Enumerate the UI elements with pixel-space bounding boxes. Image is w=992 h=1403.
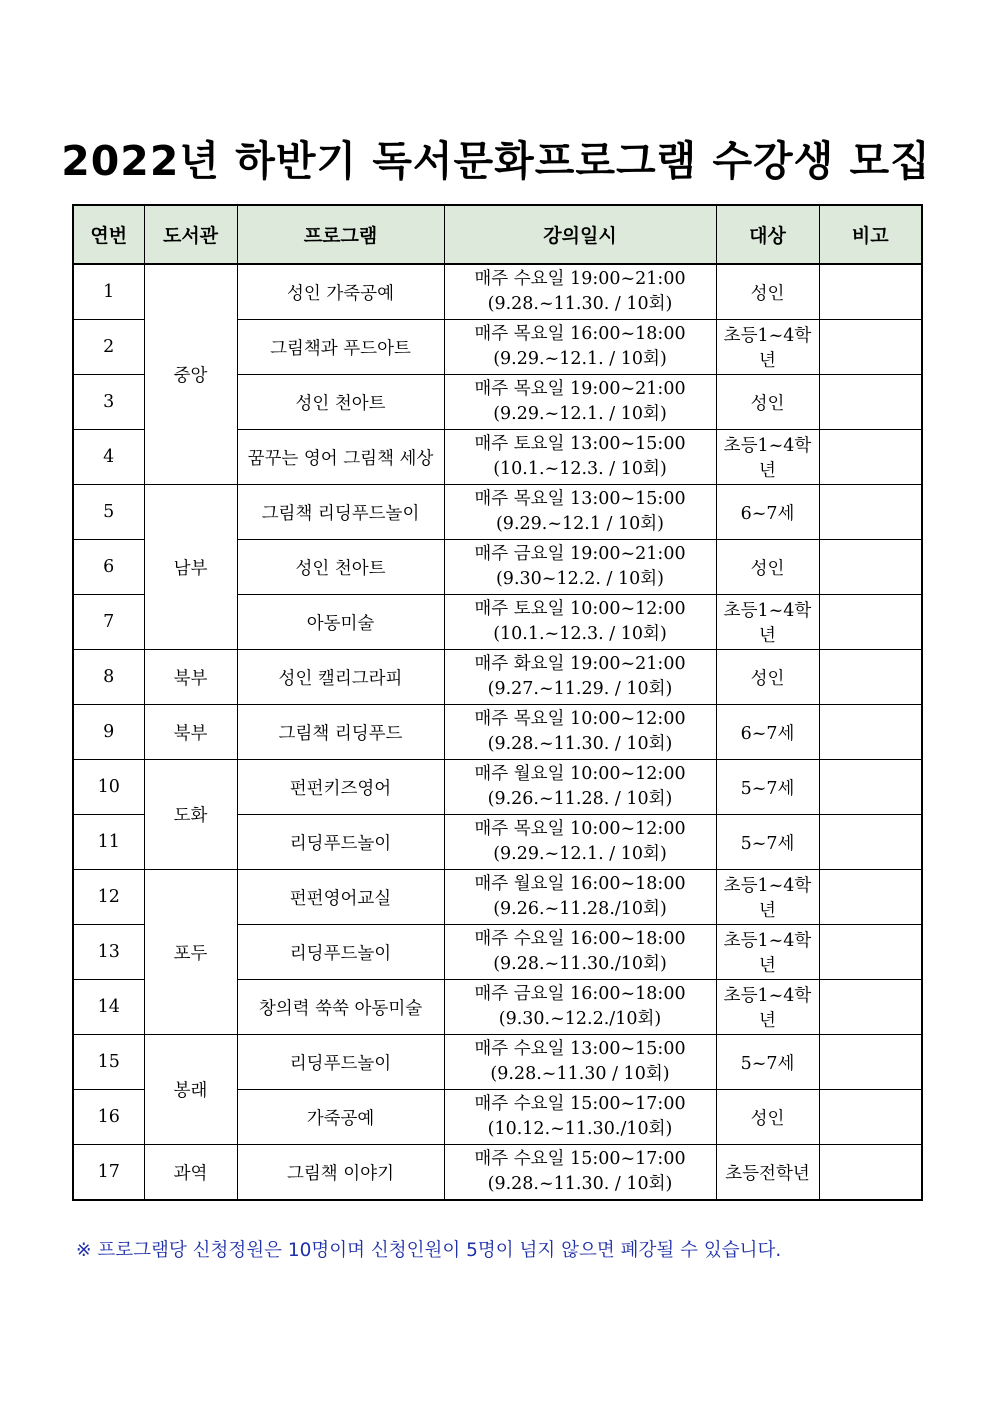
row-program: 그림책 리딩푸드놀이 bbox=[237, 485, 444, 540]
row-schedule: 매주 금요일 16:00~18:00 (9.30.~12.2./10회) bbox=[444, 980, 716, 1035]
row-note bbox=[819, 485, 922, 540]
row-note bbox=[819, 595, 922, 650]
row-target: 6~7세 bbox=[716, 705, 819, 760]
row-program: 가죽공예 bbox=[237, 1090, 444, 1145]
row-target: 5~7세 bbox=[716, 1035, 819, 1090]
row-schedule: 매주 목요일 19:00~21:00 (9.29.~12.1. / 10회) bbox=[444, 375, 716, 430]
row-note bbox=[819, 375, 922, 430]
row-no: 16 bbox=[73, 1090, 144, 1145]
row-no: 1 bbox=[73, 264, 144, 320]
row-target: 5~7세 bbox=[716, 815, 819, 870]
row-library: 봉래 bbox=[144, 1035, 237, 1145]
row-no: 6 bbox=[73, 540, 144, 595]
row-schedule: 매주 수요일 16:00~18:00 (9.28.~11.30./10회) bbox=[444, 925, 716, 980]
row-program: 성인 천아트 bbox=[237, 375, 444, 430]
row-note bbox=[819, 760, 922, 815]
row-no: 5 bbox=[73, 485, 144, 540]
row-no: 4 bbox=[73, 430, 144, 485]
table-row bbox=[73, 1145, 922, 1201]
row-target: 성인 bbox=[716, 375, 819, 430]
table-row bbox=[73, 870, 922, 925]
row-no: 15 bbox=[73, 1035, 144, 1090]
row-target: 초등1~4학년 bbox=[716, 595, 819, 650]
row-target: 초등전학년 bbox=[716, 1145, 819, 1201]
footnote-notice: ※ 프로그램당 신청정원은 10명이며 신청인원이 5명이 넘지 않으면 폐강될 수 있습니다. bbox=[76, 1240, 782, 1261]
row-note bbox=[819, 430, 922, 485]
row-note bbox=[819, 1145, 922, 1201]
table-row bbox=[73, 705, 922, 760]
row-target: 초등1~4학년 bbox=[716, 870, 819, 925]
row-schedule: 매주 월요일 10:00~12:00 (9.26.~11.28. / 10회) bbox=[444, 760, 716, 815]
program-schedule-table bbox=[72, 204, 923, 1201]
row-note bbox=[819, 1035, 922, 1090]
row-library: 북부 bbox=[144, 705, 237, 760]
row-program: 창의력 쑥쑥 아동미술 bbox=[237, 980, 444, 1035]
header-program: 프로그램 bbox=[237, 205, 444, 264]
row-program: 그림책 리딩푸드 bbox=[237, 705, 444, 760]
row-no: 12 bbox=[73, 870, 144, 925]
row-note bbox=[819, 540, 922, 595]
row-library: 포두 bbox=[144, 870, 237, 1035]
row-no: 9 bbox=[73, 705, 144, 760]
row-program: 그림책 이야기 bbox=[237, 1145, 444, 1201]
row-note bbox=[819, 870, 922, 925]
row-schedule: 매주 토요일 10:00~12:00 (10.1.~12.3. / 10회) bbox=[444, 595, 716, 650]
header-note: 비고 bbox=[819, 205, 922, 264]
row-schedule: 매주 목요일 13:00~15:00 (9.29.~12.1 / 10회) bbox=[444, 485, 716, 540]
row-program: 리딩푸드놀이 bbox=[237, 815, 444, 870]
table-row bbox=[73, 760, 922, 815]
row-schedule: 매주 수요일 15:00~17:00 (9.28.~11.30. / 10회) bbox=[444, 1145, 716, 1201]
row-note bbox=[819, 320, 922, 375]
row-no: 7 bbox=[73, 595, 144, 650]
header-target: 대상 bbox=[716, 205, 819, 264]
row-schedule: 매주 수요일 19:00~21:00 (9.28.~11.30. / 10회) bbox=[444, 264, 716, 320]
table-row bbox=[73, 650, 922, 705]
page-title: 2022년 하반기 독서문화프로그램 수강생 모집 bbox=[61, 137, 931, 185]
row-target: 5~7세 bbox=[716, 760, 819, 815]
row-note bbox=[819, 925, 922, 980]
row-note bbox=[819, 815, 922, 870]
row-note bbox=[819, 705, 922, 760]
row-target: 성인 bbox=[716, 1090, 819, 1145]
row-program: 리딩푸드놀이 bbox=[237, 925, 444, 980]
row-note bbox=[819, 1090, 922, 1145]
row-program: 성인 가죽공예 bbox=[237, 264, 444, 320]
row-program: 리딩푸드놀이 bbox=[237, 1035, 444, 1090]
row-no: 3 bbox=[73, 375, 144, 430]
row-target: 초등1~4학년 bbox=[716, 320, 819, 375]
row-no: 2 bbox=[73, 320, 144, 375]
row-note bbox=[819, 264, 922, 320]
row-target: 초등1~4학년 bbox=[716, 925, 819, 980]
row-no: 10 bbox=[73, 760, 144, 815]
header-no: 연번 bbox=[73, 205, 144, 264]
row-library: 남부 bbox=[144, 485, 237, 650]
row-program: 펀펀키즈영어 bbox=[237, 760, 444, 815]
row-schedule: 매주 목요일 16:00~18:00 (9.29.~12.1. / 10회) bbox=[444, 320, 716, 375]
row-target: 성인 bbox=[716, 650, 819, 705]
row-program: 꿈꾸는 영어 그림책 세상 bbox=[237, 430, 444, 485]
row-schedule: 매주 목요일 10:00~12:00 (9.28.~11.30. / 10회) bbox=[444, 705, 716, 760]
row-no: 14 bbox=[73, 980, 144, 1035]
row-schedule: 매주 수요일 15:00~17:00 (10.12.~11.30./10회) bbox=[444, 1090, 716, 1145]
row-target: 초등1~4학년 bbox=[716, 430, 819, 485]
row-program: 성인 천아트 bbox=[237, 540, 444, 595]
row-schedule: 매주 월요일 16:00~18:00 (9.26.~11.28./10회) bbox=[444, 870, 716, 925]
row-schedule: 매주 수요일 13:00~15:00 (9.28.~11.30 / 10회) bbox=[444, 1035, 716, 1090]
row-target: 6~7세 bbox=[716, 485, 819, 540]
row-library: 도화 bbox=[144, 760, 237, 870]
row-no: 8 bbox=[73, 650, 144, 705]
row-schedule: 매주 목요일 10:00~12:00 (9.29.~12.1. / 10회) bbox=[444, 815, 716, 870]
row-library: 북부 bbox=[144, 650, 237, 705]
row-schedule: 매주 금요일 19:00~21:00 (9.30~12.2. / 10회) bbox=[444, 540, 716, 595]
table-row bbox=[73, 1035, 922, 1090]
row-note bbox=[819, 980, 922, 1035]
header-library: 도서관 bbox=[144, 205, 237, 264]
header-schedule: 강의일시 bbox=[444, 205, 716, 264]
row-no: 11 bbox=[73, 815, 144, 870]
row-program: 성인 캘리그라피 bbox=[237, 650, 444, 705]
row-schedule: 매주 화요일 19:00~21:00 (9.27.~11.29. / 10회) bbox=[444, 650, 716, 705]
row-note bbox=[819, 650, 922, 705]
row-program: 그림책과 푸드아트 bbox=[237, 320, 444, 375]
row-library: 중앙 bbox=[144, 264, 237, 485]
table-header-row bbox=[73, 205, 922, 264]
table-row bbox=[73, 264, 922, 320]
row-target: 성인 bbox=[716, 540, 819, 595]
row-no: 17 bbox=[73, 1145, 144, 1201]
row-target: 성인 bbox=[716, 264, 819, 320]
row-no: 13 bbox=[73, 925, 144, 980]
row-target: 초등1~4학년 bbox=[716, 980, 819, 1035]
row-program: 아동미술 bbox=[237, 595, 444, 650]
row-schedule: 매주 토요일 13:00~15:00 (10.1.~12.3. / 10회) bbox=[444, 430, 716, 485]
row-library: 과역 bbox=[144, 1145, 237, 1201]
row-program: 펀펀영어교실 bbox=[237, 870, 444, 925]
table-row bbox=[73, 485, 922, 540]
